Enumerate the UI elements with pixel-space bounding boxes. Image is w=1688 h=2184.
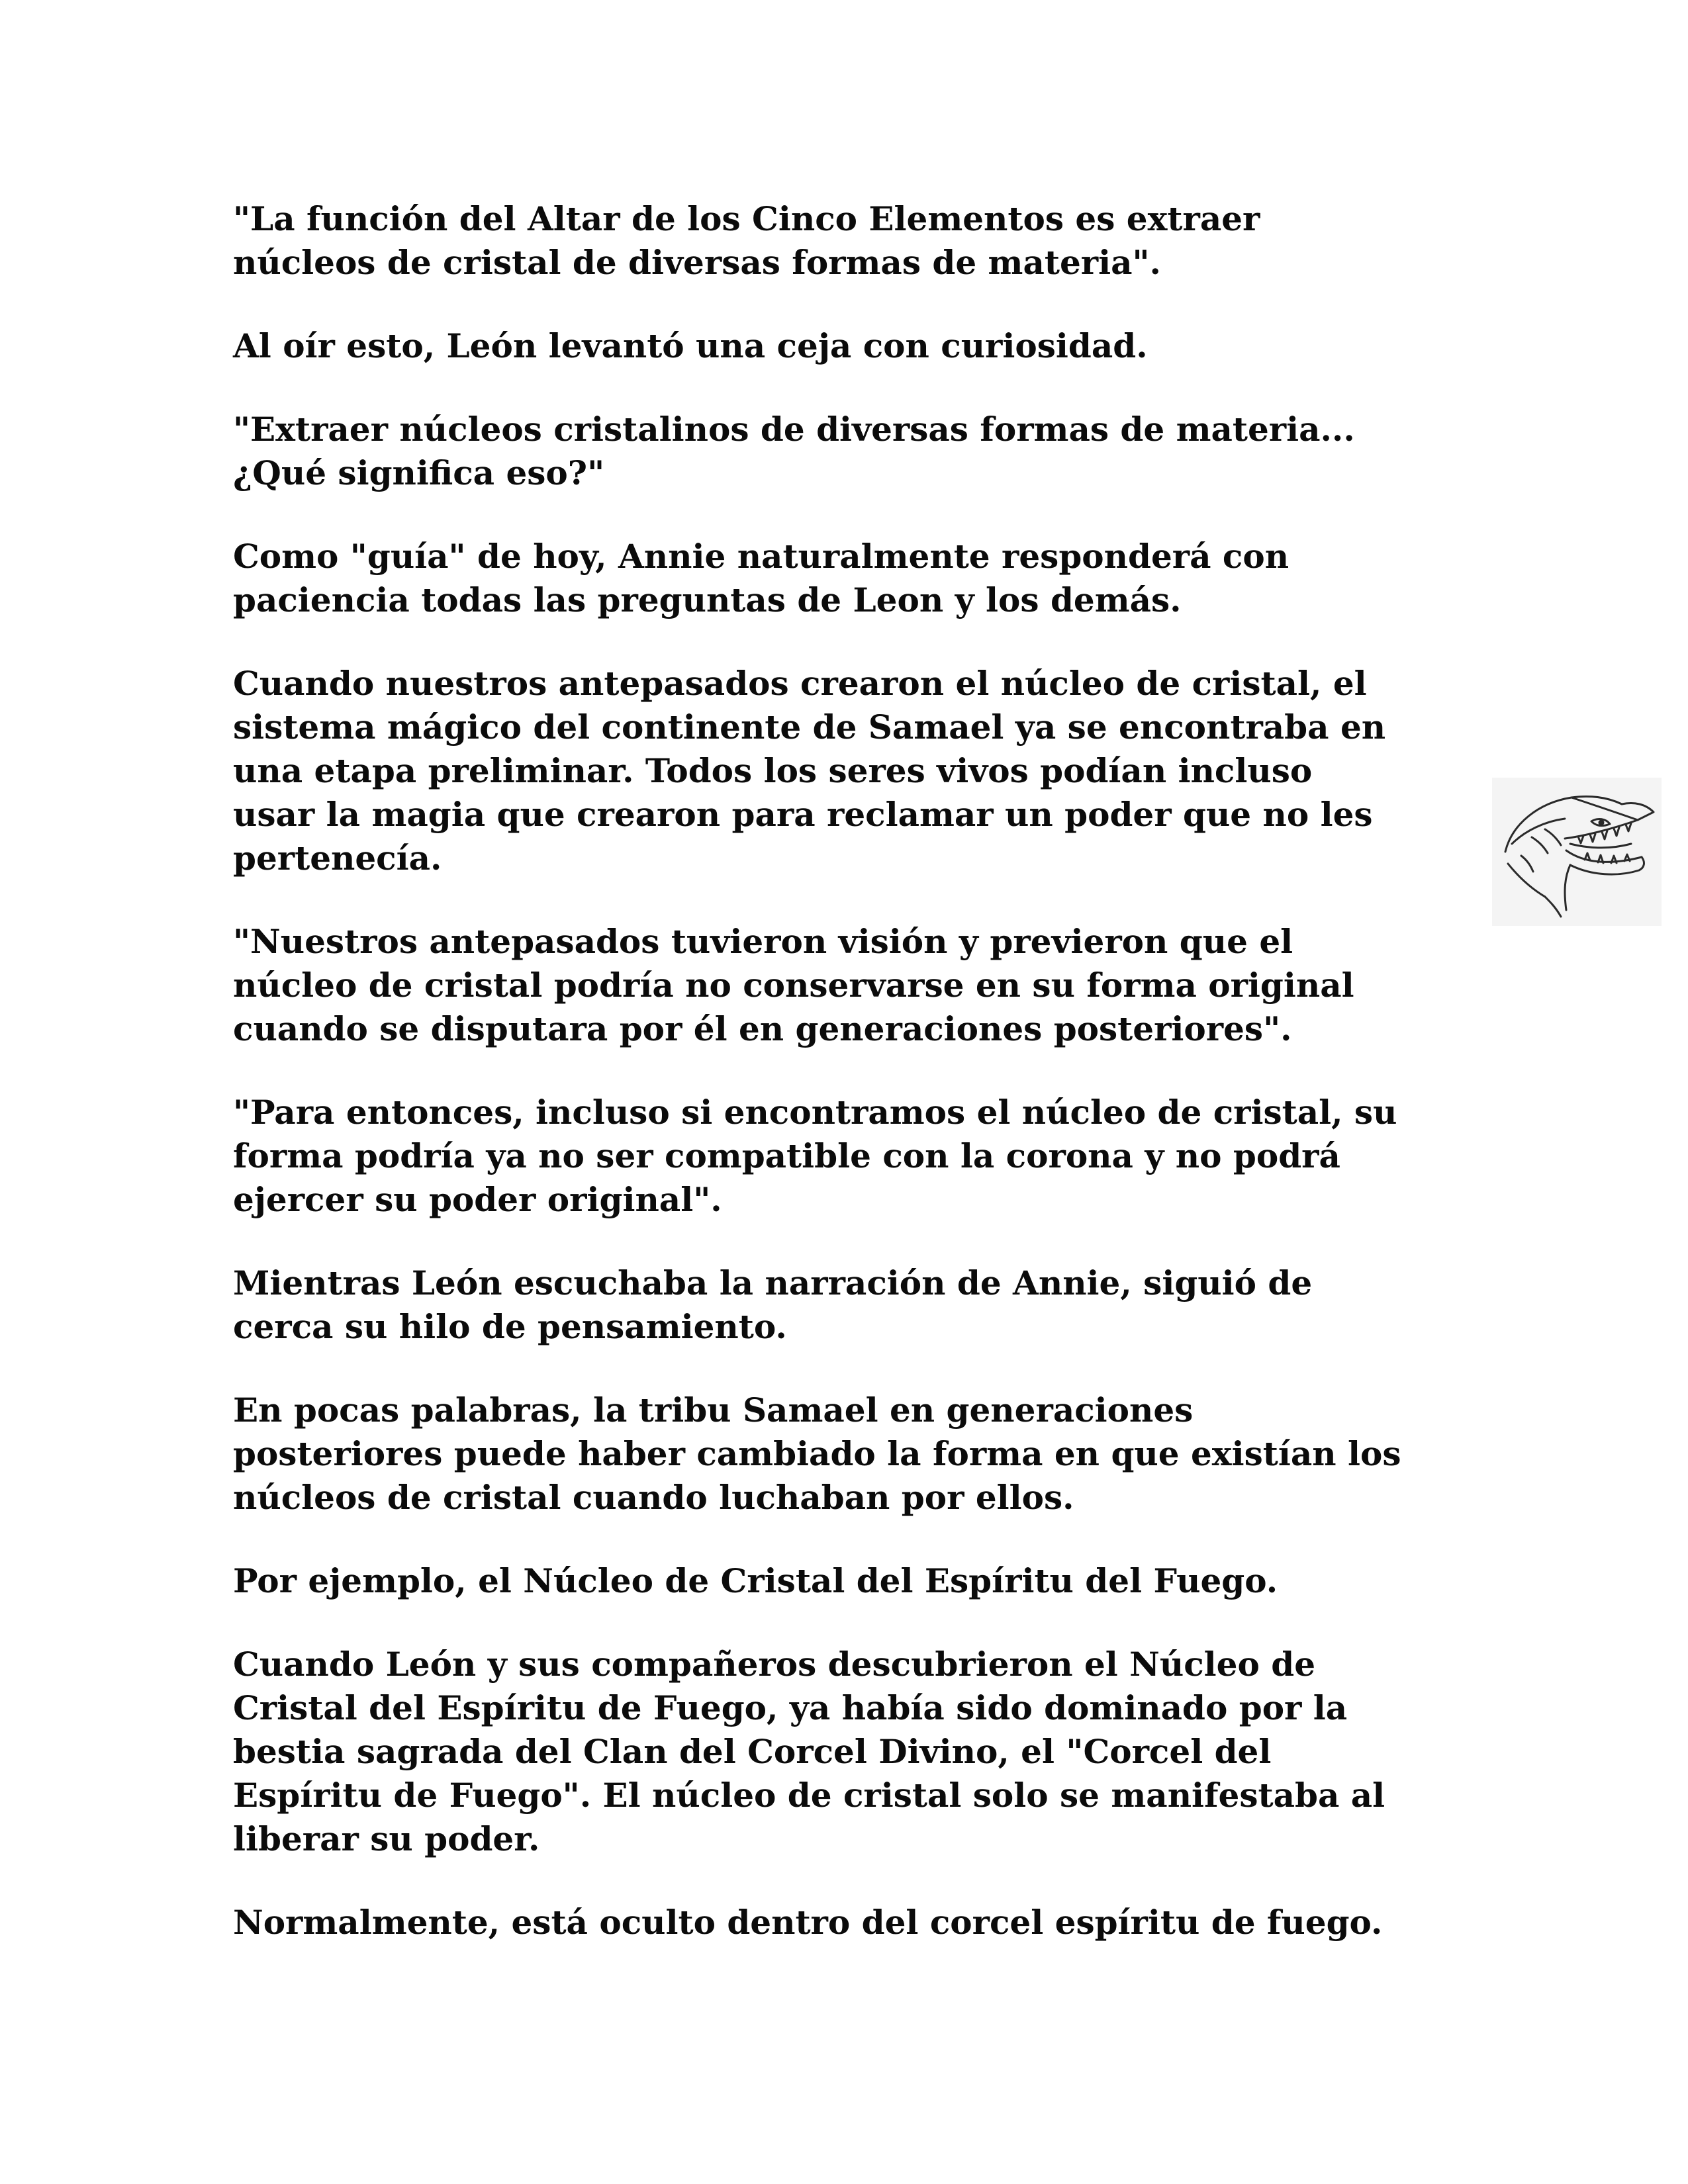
- paragraph: Como "guía" de hoy, Annie naturalmente responderá con paciencia todas las preguntas de Leon y los demás.: [233, 537, 1289, 619]
- paragraph: "La función del Altar de los Cinco Elementos es extraer núcleos de cristal de diversas formas de materia".: [233, 199, 1260, 282]
- paragraph: Normalmente, está oculto dentro del corcel espíritu de fuego.: [233, 1903, 1383, 1942]
- body-text: [233, 197, 1477, 1984]
- paragraph: Cuando nuestros antepasados crearon el núcleo de cristal, el sistema mágico del continente de Samael ya se encontraba en una etapa preliminar. Todos los seres vivos podían incluso usar la magia que crearon para reclamar un poder que no les pertenecía.: [233, 664, 1386, 878]
- paragraph: "Nuestros antepasados tuvieron visión y previeron que el núcleo de cristal podría no conservarse en su forma original cuando se disputara por él en generaciones posteriores".: [233, 922, 1354, 1048]
- paragraph: Al oír esto, León levantó una ceja con curiosidad.: [233, 326, 1148, 365]
- paragraph: Cuando León y sus compañeros descubrieron el Núcleo de Cristal del Espíritu de Fuego, ya había sido dominado por la bestia sagrada del Clan del Corcel Divino, el "Corcel del Espíritu de Fuego". El núcleo de cristal solo se manifestaba al liberar su poder.: [233, 1645, 1385, 1858]
- paragraph: Mientras León escuchaba la narración de Annie, siguió de cerca su hilo de pensamiento.: [233, 1263, 1313, 1346]
- paragraph: Por ejemplo, el Núcleo de Cristal del Espíritu del Fuego.: [233, 1561, 1278, 1600]
- paragraph: En pocas palabras, la tribu Samael en generaciones posteriores puede haber cambiado la forma en que existían los núcleos de cristal cuando luchaban por ellos.: [233, 1390, 1401, 1517]
- paragraph: "Para entonces, incluso si encontramos el núcleo de cristal, su forma podría ya no ser compatible con la corona y no podrá ejercer su poder original".: [233, 1093, 1397, 1219]
- paragraph: "Extraer núcleos cristalinos de diversas formas de materia... ¿Qué significa eso?": [233, 410, 1355, 492]
- dinosaur-head-icon: [1492, 778, 1662, 926]
